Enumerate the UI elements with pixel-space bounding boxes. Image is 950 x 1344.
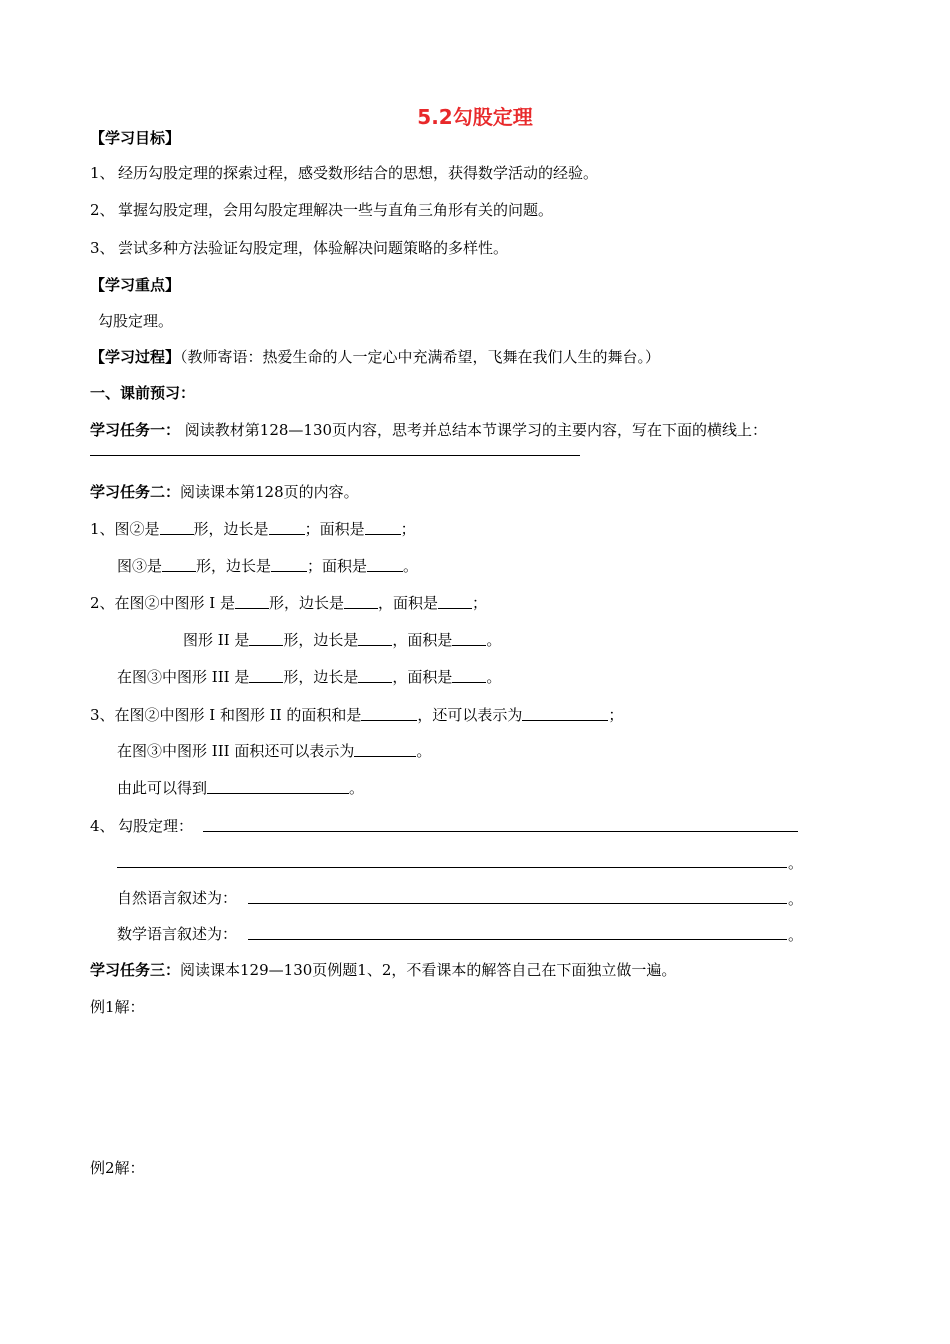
question-text: 。 [403, 557, 419, 575]
question-line [183, 630, 501, 650]
question-text: 1、图②是 [90, 520, 160, 538]
question-text: ； [400, 520, 416, 538]
question-text: ； [608, 706, 624, 724]
fill-blank[interactable] [249, 630, 283, 646]
question-text: 在图③中图形 III 是 [117, 668, 250, 686]
fill-blank[interactable] [344, 593, 378, 609]
question-text: 形，边长是 [283, 668, 359, 686]
task3-text: 阅读课本129—130页例题1、2，不看课本的解答自己在下面独立做一遍。 [180, 961, 677, 979]
process-line [90, 347, 660, 367]
question-text: 图形 II 是 [183, 631, 250, 649]
question-line [117, 741, 431, 761]
key-text: 勾股定理。 [98, 312, 174, 330]
fill-blank[interactable] [358, 630, 392, 646]
natural-language-label: 自然语言叙述为： [117, 889, 238, 907]
task2-line [90, 482, 359, 502]
period-mark: 。 [788, 854, 804, 872]
question-text: 。 [349, 779, 365, 797]
process-note: （教师寄语：热爱生命的人一定心中充满希望，飞舞在我们人生的舞台。） [180, 348, 661, 366]
fill-blank[interactable] [269, 519, 305, 535]
fill-blank[interactable] [271, 556, 307, 572]
question-text: 由此可以得到 [117, 779, 208, 797]
question-text: 图③是 [117, 557, 163, 575]
question-text: 3、在图②中图形 I 和图形 II 的面积和是 [90, 706, 362, 724]
goals-heading: 【学习目标】 [90, 129, 181, 147]
answer-blank-line[interactable] [203, 816, 798, 832]
question-text: ，还可以表示为 [417, 706, 523, 724]
question-text: 形，边长是 [269, 594, 345, 612]
answer-blank-line[interactable] [117, 852, 787, 868]
fill-blank[interactable] [367, 556, 403, 572]
question-number: 4、 [90, 817, 115, 835]
math-language-label: 数学语言叙述为： [117, 925, 238, 943]
task2-text: 阅读课本第128页的内容。 [180, 483, 359, 501]
question-text: ；面积是 [304, 520, 365, 538]
question-text: 2、在图②中图形 I 是 [90, 594, 236, 612]
question-line [90, 593, 487, 613]
question-text: 形，边长是 [283, 631, 359, 649]
fill-blank[interactable] [361, 705, 417, 721]
period-mark: 。 [788, 890, 804, 908]
question-text: 。 [416, 742, 432, 760]
goal-number: 2、 [90, 201, 115, 219]
page-title: 5.2勾股定理 [417, 105, 533, 129]
question-text: ，面积是 [392, 631, 453, 649]
task2-label: 学习任务二： [90, 483, 181, 501]
question-line [90, 705, 623, 725]
fill-blank[interactable] [160, 519, 194, 535]
question-text: ； [472, 594, 488, 612]
task1-line [90, 420, 767, 440]
question-text: 勾股定理： [118, 817, 194, 835]
question-text: ，面积是 [378, 594, 439, 612]
question-text: ，面积是 [392, 668, 453, 686]
question-text: 。 [486, 631, 502, 649]
example1-label: 例1解： [90, 998, 145, 1016]
goal-number: 1、 [90, 164, 115, 182]
question-line [117, 778, 364, 798]
fill-blank[interactable] [358, 667, 392, 683]
task3-line [90, 960, 676, 980]
fill-blank[interactable] [162, 556, 196, 572]
fill-blank[interactable] [438, 593, 472, 609]
goal-item [90, 163, 598, 183]
fill-blank[interactable] [522, 705, 608, 721]
fill-blank[interactable] [207, 778, 349, 794]
goal-item [90, 238, 508, 258]
question-line [117, 667, 501, 687]
fill-blank[interactable] [452, 667, 486, 683]
question-line [90, 816, 193, 836]
example2-label: 例2解： [90, 1159, 145, 1177]
key-heading: 【学习重点】 [90, 276, 181, 294]
question-text: 在图③中图形 III 面积还可以表示为 [117, 742, 355, 760]
period-mark: 。 [788, 926, 804, 944]
goal-number: 3、 [90, 239, 115, 257]
fill-blank[interactable] [235, 593, 269, 609]
question-text: 形，边长是 [196, 557, 272, 575]
task1-label: 学习任务一： [90, 421, 181, 439]
task3-label: 学习任务三： [90, 961, 181, 979]
question-text: ；面积是 [307, 557, 368, 575]
task1-text: 阅读教材第128—130页内容，思考并总结本节课学习的主要内容，写在下面的横线上： [184, 421, 768, 439]
answer-blank-line[interactable] [90, 455, 580, 456]
goal-text: 掌握勾股定理，会用勾股定理解决一些与直角三角形有关的问题。 [118, 201, 554, 219]
fill-blank[interactable] [249, 667, 283, 683]
question-line [117, 556, 418, 576]
fill-blank[interactable] [452, 630, 486, 646]
question-line [90, 519, 416, 539]
goal-item [90, 200, 553, 220]
process-heading: 【学习过程】 [90, 348, 181, 366]
goal-text: 尝试多种方法验证勾股定理，体验解决问题策略的多样性。 [118, 239, 509, 257]
fill-blank[interactable] [354, 741, 416, 757]
fill-blank[interactable] [365, 519, 401, 535]
question-text: 。 [486, 668, 502, 686]
goal-text: 经历勾股定理的探索过程，感受数形结合的思想，获得数学活动的经验。 [118, 164, 599, 182]
answer-blank-line[interactable] [248, 888, 787, 904]
question-text: 形，边长是 [193, 520, 269, 538]
answer-blank-line[interactable] [248, 924, 787, 940]
preview-heading: 一、课前预习： [90, 384, 196, 402]
